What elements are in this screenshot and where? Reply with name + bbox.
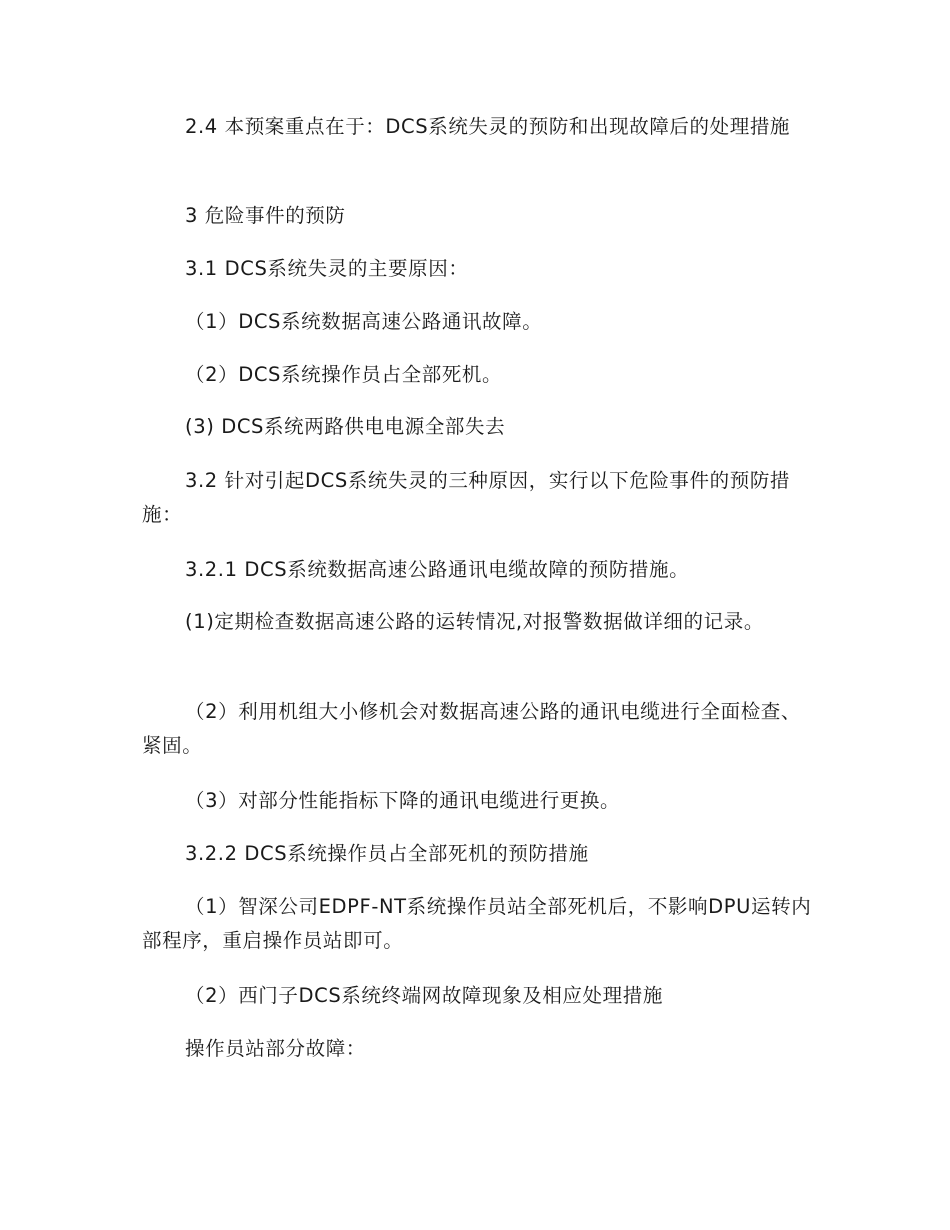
list-item-3-1-2: （2）DCS系统操作员占全部死机。 (185, 363, 503, 386)
list-item-3-2-1-3: （3）对部分性能指标下降的通讯电缆进行更换。 (185, 789, 621, 812)
list-item-3-1-1: （1）DCS系统数据高速公路通讯故障。 (185, 310, 543, 333)
list-item-3-2-2-1: （1）智深公司EDPF-NT系统操作员站全部死机后，不影响DPU运转内部程序，重启操作员站即可。 (142, 895, 812, 952)
list-item-3-1-3: (3) DCS系统两路供电电源全部失去 (185, 415, 506, 438)
paragraph-2-4: 2.4 本预案重点在于：DCS系统失灵的预防和出现故障后的处理措施 (185, 115, 791, 138)
heading-3-1: 3.1 DCS系统失灵的主要原因： (185, 257, 469, 280)
list-item-3-2-1-2: （2）利用机组大小修机会对数据高速公路的通讯电缆进行全面检查、紧固。 (142, 700, 802, 757)
list-item-3-2-1-1: (1)定期检查数据高速公路的运转情况,对报警数据做详细的记录。 (185, 610, 764, 633)
list-item-3-2-2-2: （2）西门子DCS系统终端网故障现象及相应处理措施 (185, 984, 663, 1007)
heading-3-2-1: 3.2.1 DCS系统数据高速公路通讯电缆故障的预防措施。 (185, 558, 690, 581)
heading-3: 3 危险事件的预防 (185, 204, 346, 227)
paragraph-operator-station-fault: 操作员站部分故障： (185, 1037, 366, 1060)
paragraph-3-2: 3.2 针对引起DCS系统失灵的三种原因，实行以下危险事件的预防措施： (142, 469, 791, 526)
heading-3-2-2: 3.2.2 DCS系统操作员占全部死机的预防措施 (185, 842, 589, 865)
